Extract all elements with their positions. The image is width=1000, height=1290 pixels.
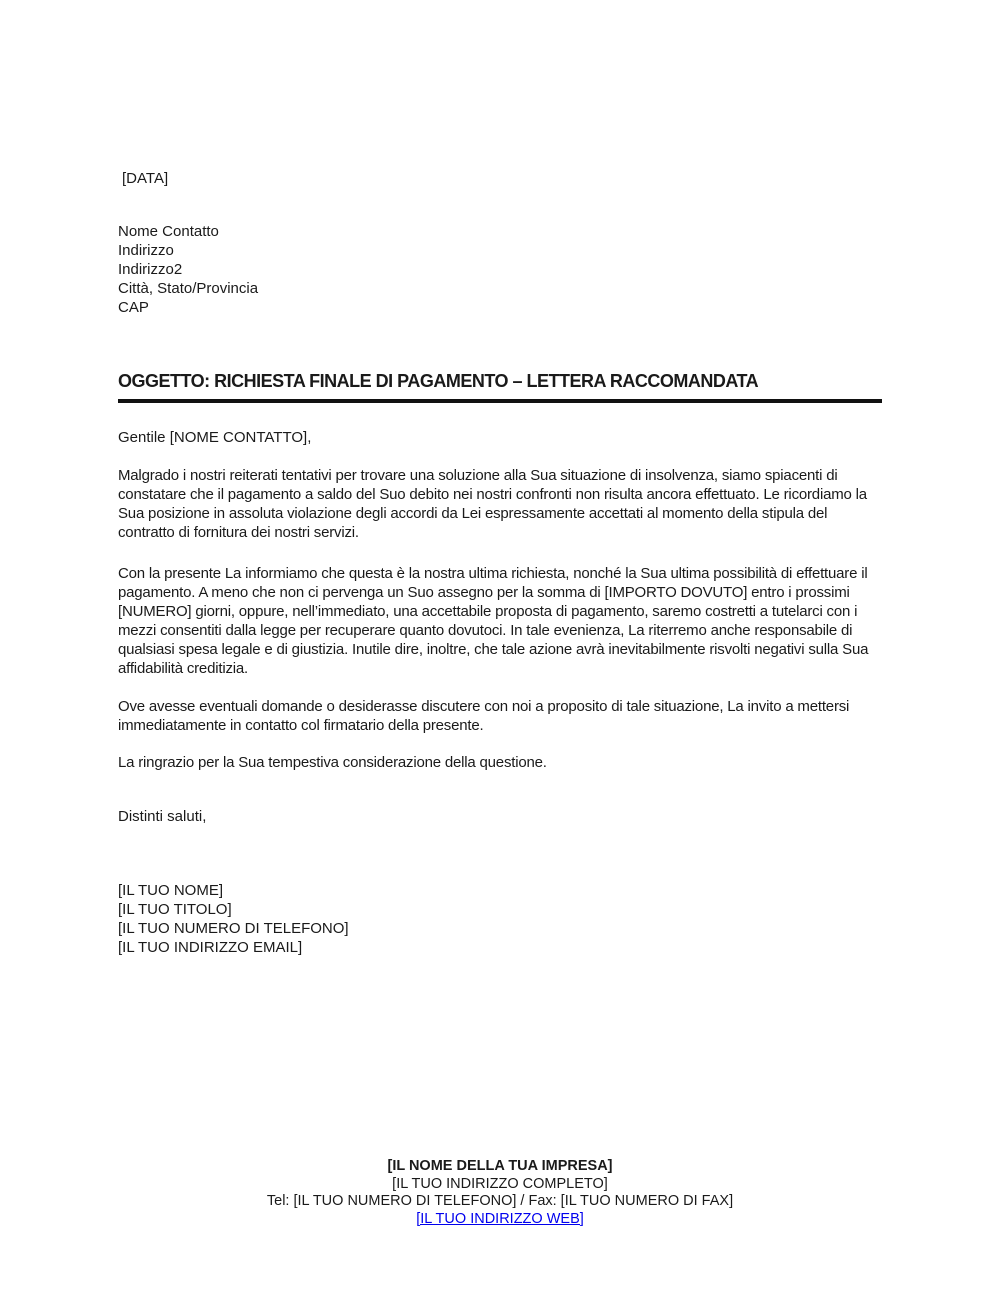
- recipient-city-state: Città, Stato/Provincia: [118, 280, 259, 297]
- footer-company-address: [IL TUO INDIRIZZO COMPLETO]: [392, 1175, 608, 1192]
- recipient-name: Nome Contatto: [118, 223, 219, 240]
- signature-title: [IL TUO TITOLO]: [118, 901, 232, 918]
- company-footer: [0, 1158, 1000, 1228]
- signature-block: [118, 881, 349, 957]
- recipient-address-line1: Indirizzo: [118, 242, 174, 259]
- body-paragraph-4: La ringrazio per la Sua tempestiva considerazione della questione.: [118, 754, 547, 771]
- subject-divider-rule: [118, 399, 882, 403]
- signature-email: [IL TUO INDIRIZZO EMAIL]: [118, 939, 303, 956]
- greeting-line: Gentile [NOME CONTATTO],: [118, 429, 312, 446]
- footer-website-link[interactable]: [IL TUO INDIRIZZO WEB]: [416, 1210, 584, 1227]
- letter-date: [DATA]: [122, 170, 169, 187]
- subject-heading: OGGETTO: RICHIESTA FINALE DI PAGAMENTO – LETTERA RACCOMANDATA: [118, 371, 759, 391]
- recipient-postal-code: CAP: [118, 299, 149, 316]
- signature-name: [IL TUO NOME]: [118, 882, 224, 899]
- body-paragraph-2: Con la presente La informiamo che questa è la nostra ultima richiesta, nonché la Sua ultima possibilità di effettuare il pagamento. A meno che non ci pervenga un Suo assegno per la somma di [IMPORTO DOVUTO] entro i prossimi [NUMERO] giorni, oppure, nell’immediato, una accettabile proposta di pagamento, saremo costretti a tutelarci con i mezzi consentiti dalla legge per recuperare quanto dovutoci. In tale evenienza, La riterremo anche responsabile di qualsiasi spesa legale e di giustizia. Inutile dire, inoltre, che tale azione avrà inevitabilmente risvolti negativi sulla Sua affidabilità creditizia.: [118, 565, 869, 677]
- body-paragraph-3: Ove avesse eventuali domande o desiderasse discutere con noi a proposito di tale situazione, La invito a mettersi immediatamente in contatto col firmatario della presente.: [118, 698, 850, 734]
- footer-tel-fax: Tel: [IL TUO NUMERO DI TELEFONO] / Fax: [IL TUO NUMERO DI FAX]: [266, 1193, 734, 1209]
- closing-salutation: Distinti saluti,: [118, 808, 207, 825]
- recipient-address-block: [118, 222, 258, 317]
- signature-phone: [IL TUO NUMERO DI TELEFONO]: [118, 920, 349, 937]
- body-paragraph-1: Malgrado i nostri reiterati tentativi per trovare una soluzione alla Sua situazione di insolvenza, siamo spiacenti di constatare che il pagamento a saldo del Suo debito nei nostri confronti non risulta ancora effettuato. Le ricordiamo la Sua posizione in assoluta violazione degli accordi da Lei espressamente accettati al momento della stipula del contratto di fornitura dei nostri servizi.: [118, 467, 867, 541]
- footer-company-name: [IL NOME DELLA TUA IMPRESA]: [387, 1158, 613, 1174]
- recipient-address-line2: Indirizzo2: [118, 261, 183, 278]
